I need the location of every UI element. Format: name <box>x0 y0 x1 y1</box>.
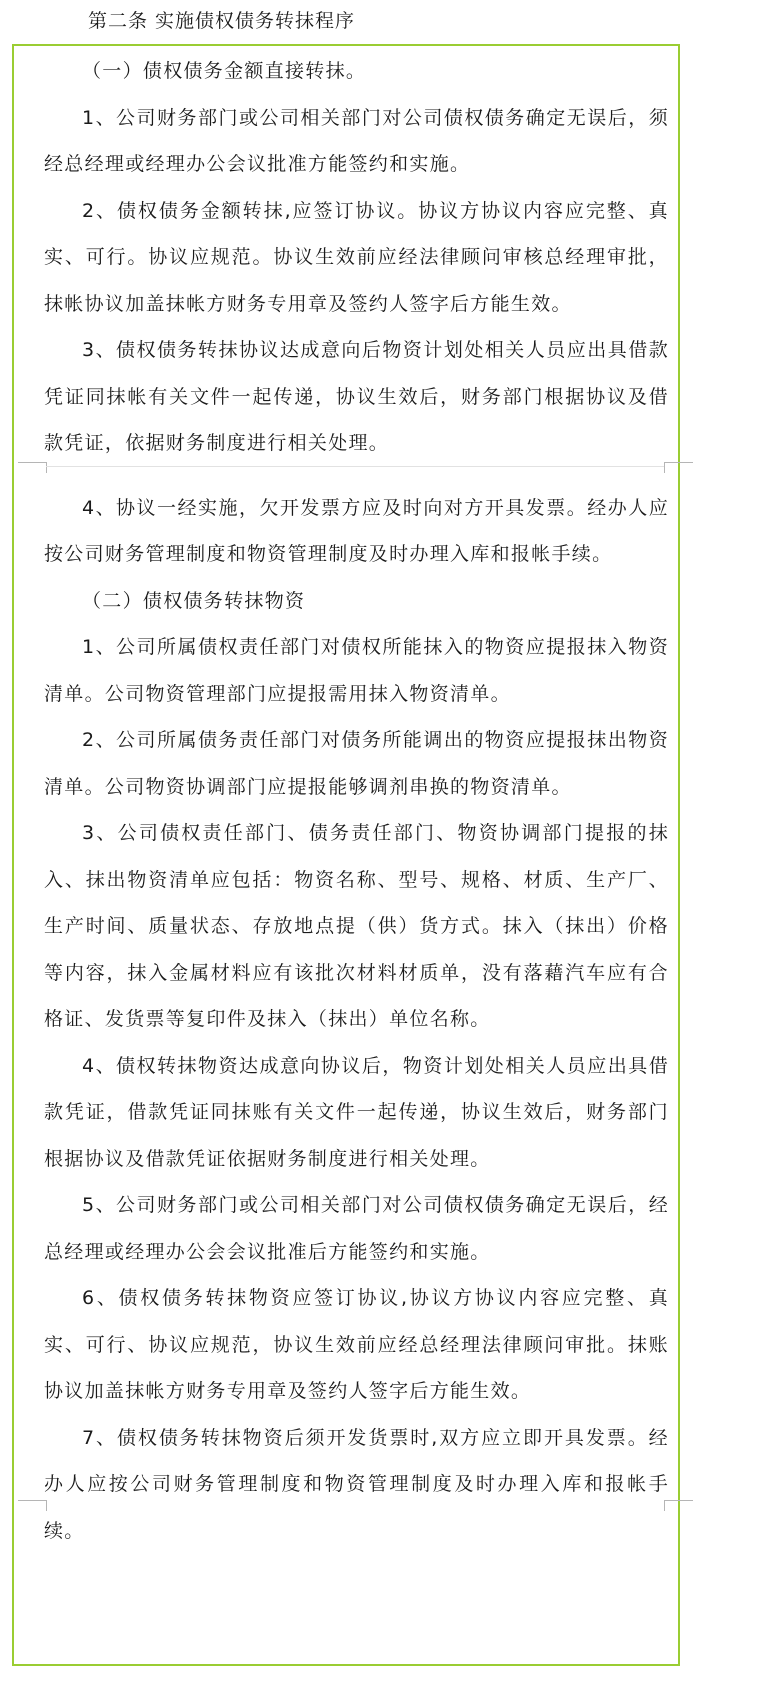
paragraph: 5、公司财务部门或公司相关部门对公司债权债务确定无误后，经总经理或经理办公会会议批准后方能签约和实施。 <box>44 1194 669 1263</box>
section-heading: （一）债权债务金额直接转抹。 <box>82 60 367 82</box>
crop-mark <box>18 1500 47 1511</box>
paragraph: 4、债权转抹物资达成意向协议后，物资计划处相关人员应出具借款凭证，借款凭证同抹账有关文件一起传递，协议生效后，财务部门根据协议及借款凭证依据财务制度进行相关处理。 <box>44 1054 669 1170</box>
paragraph: 1、公司财务部门或公司相关部门对公司债权债务确定无误后，须经总经理或经理办公会议批准方能签约和实施。 <box>44 106 669 175</box>
page-break-line <box>46 466 664 467</box>
paragraph: 4、协议一经实施，欠开发票方应及时向对方开具发票。经办人应按公司财务管理制度和物资管理制度及时办理入库和报帐手续。 <box>44 496 669 565</box>
document-body <box>44 48 669 1554</box>
paragraph: 6、债权债务转抹物资应签订协议,协议方协议内容应完整、真实、可行、协议应规范，协议生效前应经总经理法律顾问审批。抹账协议加盖抹帐方财务专用章及签约人签字后方能生效。 <box>44 1287 669 1402</box>
crop-mark <box>18 462 47 473</box>
crop-mark <box>664 462 693 473</box>
section-heading: （二）债权债务转抹物资 <box>82 589 306 612</box>
paragraph: 1、公司所属债权责任部门对债权所能抹入的物资应提报抹入物资清单。公司物资管理部门应提报需用抹入物资清单。 <box>44 636 669 705</box>
paragraph: 2、债权债务金额转抹,应签订协议。协议方协议内容应完整、真实、可行。协议应规范。协议生效前应经法律顾问审核总经理审批，抹帐协议加盖抹帐方财务专用章及签约人签字后方能生效。 <box>44 199 669 315</box>
crop-mark <box>664 1500 693 1511</box>
paragraph: 3、债权债务转抹协议达成意向后物资计划处相关人员应出具借款凭证同抹帐有关文件一起传递，协议生效后，财务部门根据协议及借款凭证，依据财务制度进行相关处理。 <box>44 339 669 454</box>
article-title: 第二条 实施债权债务转抹程序 <box>88 10 356 32</box>
paragraph: 7、债权债务转抹物资后须开发货票时,双方应立即开具发票。经办人应按公司财务管理制度和物资管理制度及时办理入库和报帐手续。 <box>44 1426 669 1542</box>
paragraph: 3、公司债权责任部门、债务责任部门、物资协调部门提报的抹入、抹出物资清单应包括：物资名称、型号、规格、材质、生产厂、生产时间、质量状态、存放地点提（供）货方式。抹入（抹出）价格等内容，抹入金属材料应有该批次材料材质单，没有落藉汽车应有合格证、发货票等复印件及抹入（抹出）单位名称。 <box>44 822 669 1030</box>
paragraph: 2、公司所属债务责任部门对债务所能调出的物资应提报抹出物资清单。公司物资协调部门应提报能够调剂串换的物资清单。 <box>44 729 669 798</box>
